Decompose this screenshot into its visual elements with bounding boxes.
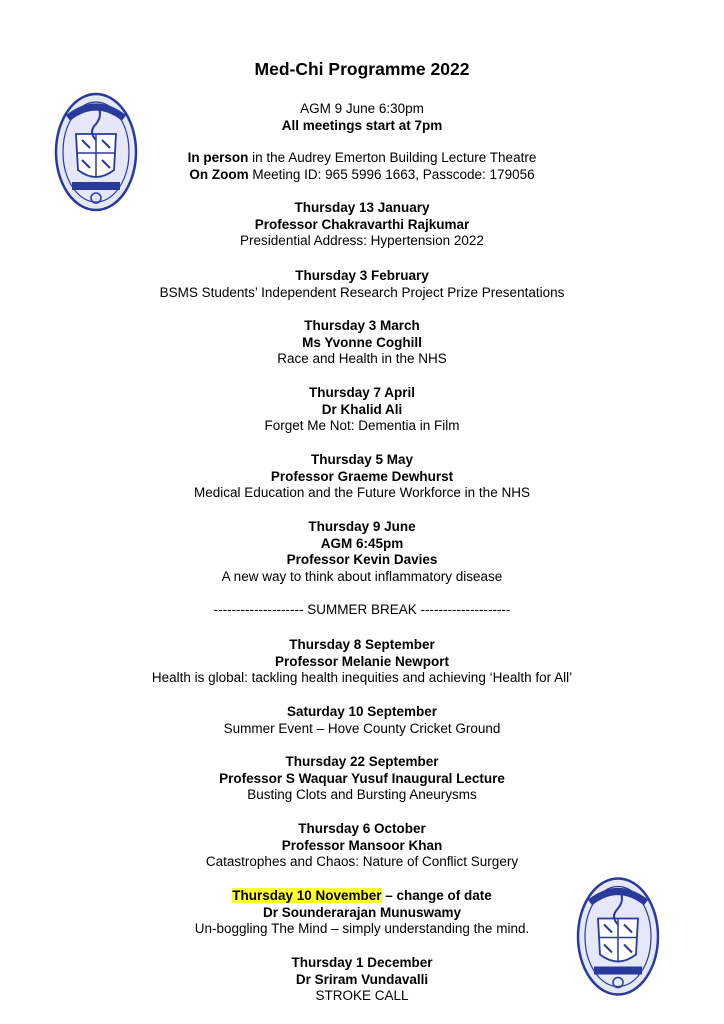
in-person-text: in the Audrey Emerton Building Lecture Theatre [248, 150, 537, 165]
event-topic: Forget Me Not: Dementia in Film [264, 418, 460, 434]
in-person-label: In person [187, 150, 249, 165]
event-speaker: Dr Sounderarajan Munuswamy [262, 904, 462, 920]
event-item [0, 888, 724, 938]
event-item [0, 268, 724, 301]
event-item [0, 821, 724, 871]
event-date: Thursday 7 April [308, 385, 416, 400]
event-date: Thursday 5 May [310, 452, 414, 467]
summer-break-divider [0, 602, 724, 619]
in-person-line [0, 150, 724, 167]
page-title: Med-Chi Programme 2022 [254, 59, 470, 79]
zoom-label: On Zoom [189, 166, 249, 182]
zoom-text: Meeting ID: 965 5996 1663, Passcode: 179056 [248, 166, 535, 182]
event-topic: Presidential Address: Hypertension 2022 [240, 233, 484, 249]
event-topic: BSMS Students’ Independent Research Project Prize Presentations [159, 284, 565, 300]
event-date: Thursday 3 March [304, 318, 420, 333]
event-speaker: Professor Kevin Davies [286, 552, 438, 568]
event-topic: Medical Education and the Future Workforce in the NHS [194, 485, 530, 501]
highlighted-event-date: Thursday 10 November [232, 888, 382, 903]
event-topic: Summer Event – Hove County Cricket Ground [223, 720, 501, 736]
event-date-line [0, 888, 724, 905]
event-topic: Catastrophes and Chaos: Nature of Conflict Surgery [205, 854, 519, 870]
event-date: Thursday 1 December [291, 955, 433, 970]
event-date: Saturday 10 September [286, 704, 438, 719]
event-topic: Race and Health in the NHS [277, 351, 447, 367]
intro-locations [0, 150, 724, 183]
event-topic: Un-boggling The Mind – simply understanding the mind. [194, 921, 530, 937]
event-topic: Health is global: tackling health inequities and achieving ‘Health for All’ [151, 670, 573, 686]
event-speaker: Professor S Waquar Yusuf Inaugural Lecture [219, 770, 505, 786]
event-date: Thursday 6 October [298, 821, 426, 836]
event-item [0, 385, 724, 435]
agm-time: AGM 9 June 6:30pm [300, 101, 424, 116]
event-speaker: Professor Graeme Dewhurst [270, 468, 454, 484]
event-item [0, 519, 724, 585]
event-speaker: Dr Sriram Vundavalli [295, 971, 429, 987]
summer-break-text: -------------------- SUMMER BREAK -------------------- [213, 602, 511, 617]
intro-times [0, 101, 724, 134]
event-date: Thursday 22 September [285, 754, 439, 769]
event-topic: STROKE CALL [315, 988, 409, 1004]
event-speaker: Professor Mansoor Khan [281, 837, 443, 853]
event-item [0, 200, 724, 250]
date-change-note: – change of date [381, 888, 492, 903]
event-speaker: Professor Melanie Newport [274, 653, 450, 669]
event-date: Thursday 13 January [294, 200, 430, 215]
event-date: Thursday 8 September [289, 637, 435, 652]
meetings-start-time: All meetings start at 7pm [281, 117, 443, 133]
event-item [0, 704, 724, 737]
event-speaker: Ms Yvonne Coghill [302, 334, 422, 350]
event-topic: Busting Clots and Bursting Aneurysms [247, 787, 477, 803]
event-item [0, 637, 724, 687]
event-date: Thursday 3 February [295, 268, 429, 283]
event-item [0, 452, 724, 502]
event-note: AGM 6:45pm [320, 535, 404, 551]
event-date: Thursday 9 June [308, 519, 416, 534]
event-item [0, 754, 724, 804]
event-speaker: Dr Khalid Ali [321, 401, 403, 417]
zoom-line [0, 167, 724, 184]
event-item [0, 318, 724, 368]
event-speaker: Professor Chakravarthi Rajkumar [254, 216, 470, 232]
event-item [0, 955, 724, 1005]
event-topic: A new way to think about inflammatory disease [221, 568, 503, 584]
